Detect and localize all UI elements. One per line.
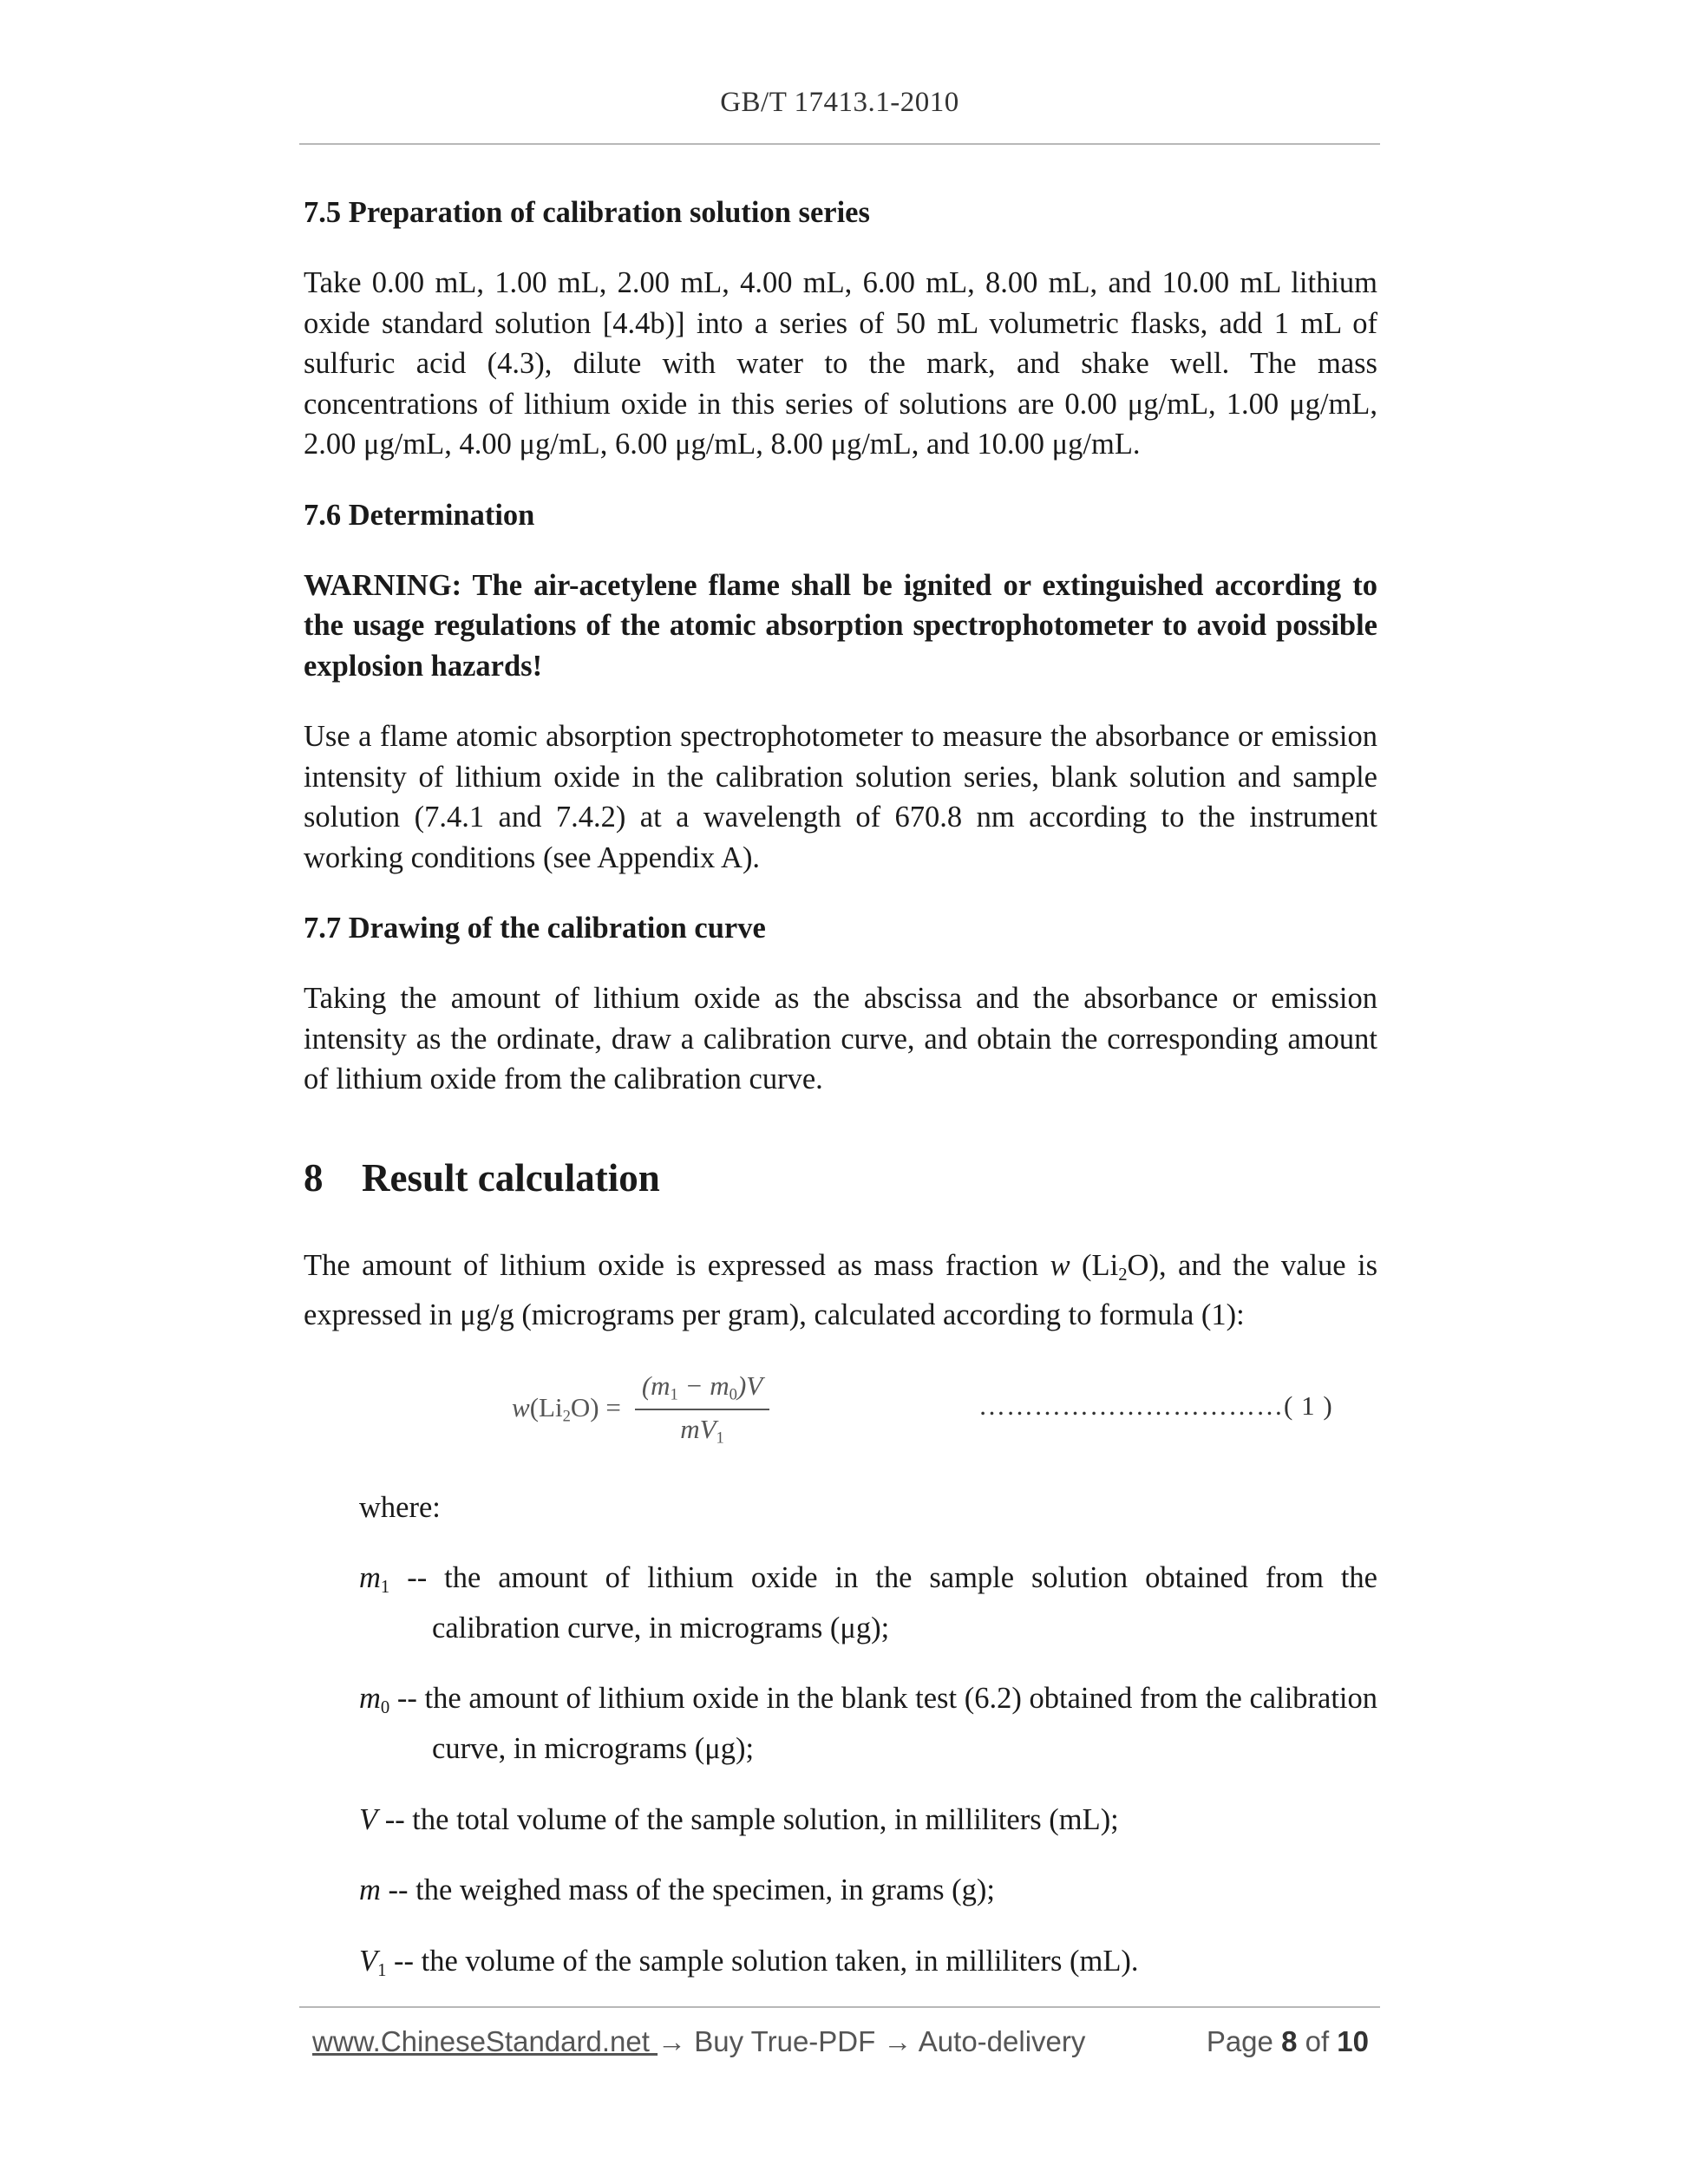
formula-fraction — [635, 1370, 769, 1448]
section-7-6-heading: 7.6 Determination — [304, 498, 535, 532]
footer-divider — [299, 2006, 1380, 2008]
section-8-intro — [304, 1246, 1377, 1336]
def-text: -- the weighed mass of the specimen, in grams (g); — [380, 1873, 995, 1907]
warning-text: WARNING: The air-acetylene flame shall be ignited or extinguished according to the usage regulations of the atomic absorption spectrophotometer to avoid possible explosion hazards! — [304, 568, 1377, 683]
def-text: -- the total volume of the sample solution, in milliliters (mL); — [377, 1802, 1119, 1836]
formula-leader-and-number — [978, 1390, 1333, 1422]
intro-formula-name-a: (Li — [1070, 1248, 1119, 1282]
intro-symbol-w: w — [1050, 1248, 1070, 1282]
intro-formula-name-b: O) — [1127, 1248, 1159, 1282]
numerator-sub-0: 0 — [729, 1385, 737, 1404]
def-text: -- the amount of lithium oxide in the sample solution obtained from the calibration curve, in micrograms (μg); — [389, 1561, 1377, 1645]
denominator-sub: 1 — [716, 1429, 724, 1448]
formula-lhs-sub: 2 — [562, 1407, 571, 1426]
intro-formula-name-sub: 2 — [1118, 1265, 1128, 1285]
numerator-b: )V — [736, 1370, 763, 1402]
arrow-right-icon: → — [658, 2025, 687, 2057]
def-symbol-sub: 1 — [380, 1578, 390, 1598]
document-id-header: GB/T 17413.1-2010 — [720, 87, 959, 118]
def-symbol: m — [359, 1682, 381, 1716]
numerator-a: (m — [641, 1370, 671, 1402]
page-of: of — [1297, 2025, 1338, 2057]
denominator-a: mV — [680, 1413, 716, 1444]
page-current: 8 — [1281, 2025, 1298, 2057]
section-7-5-body: Take 0.00 mL, 1.00 mL, 2.00 mL, 4.00 mL, 6.00 mL, 8.00 mL, and 10.00 mL lithium oxide standard solution [4.4b)] into a series of 50 mL volumetric flasks, add 1 mL of sulfuric acid (4.3), dilute with water to the mark, and shake well. The mass concentrations of lithium oxide in this series of solutions are 0.00 μg/mL, 1.00 μg/mL, 2.00 μg/mL, 4.00 μg/mL, 6.00 μg/mL, 8.00 μg/mL, and 10.00 μg/mL. — [304, 266, 1377, 461]
formula-expression — [512, 1366, 769, 1453]
definition-m — [359, 1870, 1377, 1911]
page-label: Page — [1206, 2025, 1282, 2057]
auto-delivery-text: Auto-delivery — [912, 2025, 1086, 2057]
definition-v — [359, 1800, 1377, 1841]
definition-m0 — [359, 1678, 1377, 1769]
formula-dot-leader: …………………………… — [978, 1390, 1284, 1421]
formula-lhs-b: O) = — [570, 1391, 621, 1422]
def-text: -- the volume of the sample solution taken, in milliliters (mL). — [386, 1944, 1139, 1978]
section-7-5-heading: 7.5 Preparation of calibration solution series — [304, 196, 870, 229]
section-8-title: Result calculation — [362, 1155, 660, 1200]
formula-1 — [304, 1366, 1377, 1453]
chinesestandard-link[interactable]: www.ChineseStandard.net — [312, 2025, 658, 2057]
section-7-7-body: Taking the amount of lithium oxide as the abscissa and the absorbance or emission intensity as the ordinate, draw a calibration curve, and obtain the corresponding amount of lithium oxide from the calibration curve. — [304, 982, 1377, 1095]
section-7-7-heading: 7.7 Drawing of the calibration curve — [304, 912, 766, 945]
arrow-right-icon: → — [883, 2025, 913, 2057]
def-symbol: m — [359, 1561, 381, 1595]
formula-numerator — [635, 1370, 769, 1410]
def-symbol-sub: 0 — [380, 1698, 390, 1718]
intro-text-end: , and the value is expressed in μg/g (micrograms per gram), calculated according to formula (1): — [304, 1248, 1377, 1332]
formula-lhs-a: (Li — [529, 1391, 563, 1422]
numerator-sub-1: 1 — [670, 1385, 678, 1404]
page-content — [304, 193, 1377, 2021]
header-divider — [299, 143, 1380, 145]
formula-lhs-w: w — [512, 1391, 530, 1422]
section-8-heading — [304, 1152, 1377, 1204]
page-footer — [312, 2025, 1369, 2058]
def-symbol: V — [359, 1944, 378, 1978]
def-symbol: V — [359, 1802, 378, 1836]
def-text: -- the amount of lithium oxide in the blank test (6.2) obtained from the calibration curve, in micrograms (μg); — [389, 1682, 1377, 1766]
formula-denominator — [680, 1410, 724, 1448]
section-7-6-body: Use a flame atomic absorption spectrophotometer to measure the absorbance or emission intensity of lithium oxide in the calibration solution series, blank solution and sample solution (7.4.1 and 7.4.2) at a wavelength of 670.8 nm according to the instrument working conditions (see Appendix A). — [304, 720, 1377, 874]
buy-pdf-text: Buy True-PDF — [686, 2025, 884, 2057]
section-8-number: 8 — [304, 1155, 324, 1200]
footer-left — [312, 2025, 1085, 2058]
page-indicator — [1207, 2025, 1369, 2058]
page-total: 10 — [1337, 2025, 1369, 2057]
formula-equation-number: ( 1 ) — [1284, 1390, 1333, 1421]
numerator-mid: − m — [677, 1370, 730, 1402]
where-label: where: — [359, 1490, 441, 1524]
definition-v1 — [359, 1941, 1377, 1991]
def-symbol: m — [359, 1873, 381, 1907]
definition-m1 — [359, 1558, 1377, 1648]
formula-lhs — [512, 1392, 621, 1427]
def-symbol-sub: 1 — [377, 1960, 387, 1980]
intro-text-start: The amount of lithium oxide is expressed as mass fraction — [304, 1248, 1050, 1282]
